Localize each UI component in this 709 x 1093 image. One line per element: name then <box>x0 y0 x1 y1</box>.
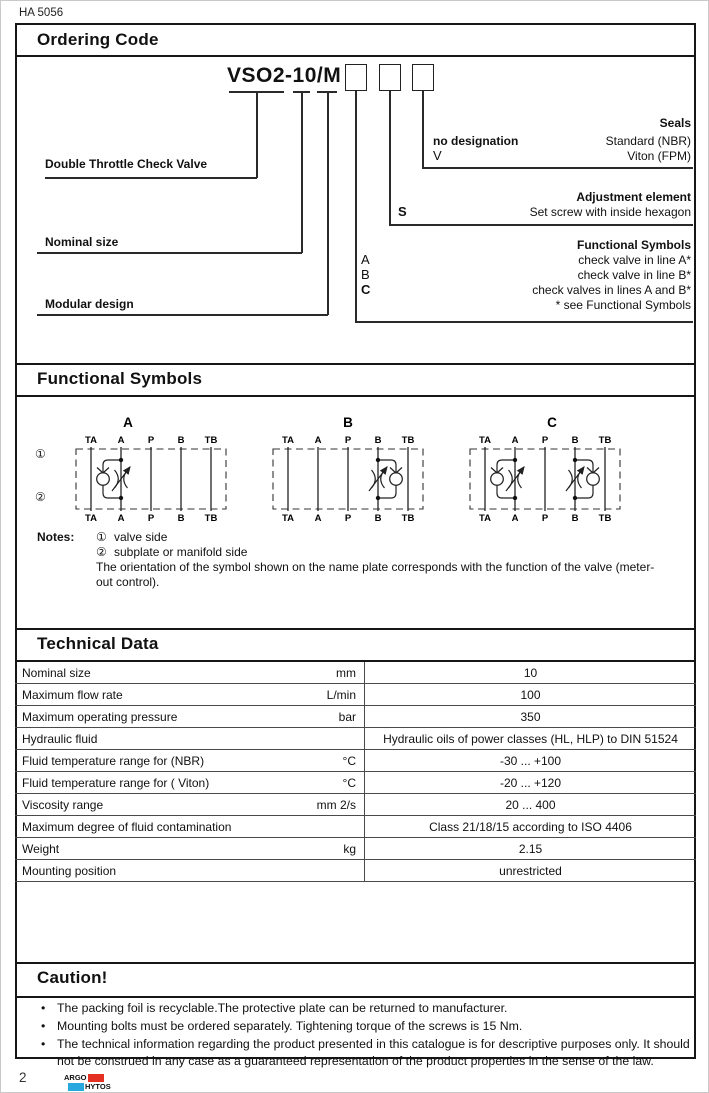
logo-blue-block <box>68 1083 84 1091</box>
connector-line <box>37 314 328 316</box>
order-code-box-1 <box>345 64 367 91</box>
connector-line <box>422 91 424 168</box>
connector-line <box>256 92 258 178</box>
table-row <box>15 706 696 728</box>
port-label: P <box>344 513 352 524</box>
caution-bullet-list <box>31 1000 705 1071</box>
diagram-label: B <box>343 415 353 430</box>
unit-cell: mm <box>288 661 365 684</box>
connector-line <box>45 177 257 179</box>
unit-cell: °C <box>288 750 365 772</box>
note-text: valve side <box>114 530 168 544</box>
unit-cell: L/min <box>288 684 365 706</box>
table-row <box>15 661 696 684</box>
logo-red-block <box>88 1074 104 1082</box>
diagram-label: A <box>123 415 133 430</box>
unit-cell <box>288 728 365 750</box>
value-cell: 2.15 <box>365 838 697 860</box>
param-cell: Fluid temperature range for (NBR) <box>15 750 288 772</box>
product-name-label: Double Throttle Check Valve <box>45 157 208 171</box>
port-label: TB <box>598 435 612 446</box>
value-cell: 350 <box>365 706 697 728</box>
value-cell: 20 ... 400 <box>365 794 697 816</box>
logo-text-hytos: HYTOS <box>85 1082 111 1091</box>
port-label: TA <box>85 513 97 524</box>
table-row <box>15 860 696 882</box>
port-label: TB <box>401 435 415 446</box>
check-valve-throttle-icon <box>491 458 524 500</box>
port-label: TA <box>282 435 294 446</box>
section-title-technical-data: Technical Data <box>37 634 159 653</box>
port-label: TB <box>401 513 415 524</box>
port-label: A <box>117 513 125 524</box>
check-valve-throttle-icon <box>369 458 402 500</box>
port-label: A <box>314 435 322 446</box>
port-label: P <box>541 435 549 446</box>
param-cell: Mounting position <box>15 860 288 882</box>
valve-diagram-c <box>460 413 635 525</box>
port-label: B <box>177 435 185 446</box>
separator-line <box>15 628 696 630</box>
port-label: TB <box>598 513 612 524</box>
param-cell: Viscosity range <box>15 794 288 816</box>
param-cell: Maximum degree of fluid contamination <box>15 816 288 838</box>
value-cell: 10 <box>365 661 697 684</box>
value-cell: unrestricted <box>365 860 697 882</box>
order-code-box-2 <box>379 64 401 91</box>
valve-diagram-a <box>66 413 241 525</box>
param-cell: Maximum flow rate <box>15 684 288 706</box>
functional-value-b: check valve in line B* <box>577 268 691 282</box>
seals-code-v: V <box>433 148 442 163</box>
unit-cell <box>288 860 365 882</box>
value-cell: -20 ... +120 <box>365 772 697 794</box>
separator-line <box>15 962 696 964</box>
functional-code-b: B <box>361 267 370 282</box>
model-code: VSO2-10/M <box>227 64 342 87</box>
port-label: TB <box>204 435 218 446</box>
table-row <box>15 684 696 706</box>
order-code-box-3 <box>412 64 434 91</box>
connector-line <box>389 91 391 225</box>
logo-row-hytos <box>68 1083 111 1091</box>
section-title-ordering-code: Ordering Code <box>37 30 159 49</box>
value-cell: Class 21/18/15 according to ISO 4406 <box>365 816 697 838</box>
port-label: P <box>541 513 549 524</box>
table-row <box>15 816 696 838</box>
port-label: TA <box>282 513 294 524</box>
port-label: TA <box>479 513 491 524</box>
adjustment-code-s: S <box>398 204 407 219</box>
separator-line <box>15 996 696 998</box>
seals-value-standard: Standard (NBR) <box>605 134 691 148</box>
check-valve-throttle-icon <box>566 458 599 500</box>
document-code: HA 5056 <box>19 7 64 19</box>
param-cell: Fluid temperature range for ( Viton) <box>15 772 288 794</box>
adjustment-value: Set screw with inside hexagon <box>529 205 691 219</box>
connector-line <box>37 252 302 254</box>
unit-cell: °C <box>288 772 365 794</box>
note-marker: ① <box>96 530 107 544</box>
technical-data-table <box>15 660 696 882</box>
port-label: TB <box>204 513 218 524</box>
seals-value-viton: Viton (FPM) <box>627 149 691 163</box>
caution-bullet: • Mounting bolts must be ordered separately. Tightening torque of the screws is 15 Nm. <box>57 1018 705 1035</box>
functional-code-a: A <box>361 252 370 267</box>
table-row <box>15 772 696 794</box>
connector-line <box>355 91 357 322</box>
port-label: B <box>374 513 382 524</box>
modular-design-label: Modular design <box>45 297 134 311</box>
caution-bullet: • The technical information regarding the product presented in this catalogue is for descriptive purposes only. It should not be construed in any case as a guaranteed representation of the product properties in the sense of the law. <box>57 1036 705 1069</box>
table-row <box>15 728 696 750</box>
nominal-size-label: Nominal size <box>45 235 119 249</box>
port-label: A <box>314 513 322 524</box>
notes-label: Notes: <box>37 530 75 544</box>
marker-subplate-side: ② <box>35 490 46 504</box>
connector-line <box>355 321 693 323</box>
unit-cell: kg <box>288 838 365 860</box>
value-cell: Hydraulic oils of power classes (HL, HLP) to DIN 51524 <box>365 728 697 750</box>
argo-hytos-logo <box>64 1074 111 1091</box>
value-cell: 100 <box>365 684 697 706</box>
seals-heading: Seals <box>659 116 691 130</box>
caution-bullet: • The packing foil is recyclable.The protective plate can be returned to manufacturer. <box>57 1000 705 1017</box>
functional-value-a: check valve in line A* <box>578 253 691 267</box>
section-title-caution: Caution! <box>37 968 108 987</box>
table-row <box>15 794 696 816</box>
note-paragraph: The orientation of the symbol shown on the name plate corresponds with the function of the valve (meter-out control). <box>96 560 655 589</box>
connector-line <box>327 92 329 315</box>
diagram-label: C <box>547 415 557 430</box>
port-label: B <box>571 435 579 446</box>
separator-line <box>15 395 696 397</box>
functional-footnote: * see Functional Symbols <box>555 298 691 312</box>
port-label: B <box>374 435 382 446</box>
unit-cell <box>288 816 365 838</box>
valve-diagram-b <box>263 413 438 525</box>
separator-line <box>15 363 696 365</box>
note-text: subplate or manifold side <box>114 545 248 559</box>
adjustment-heading: Adjustment element <box>576 190 691 204</box>
port-label: P <box>147 435 155 446</box>
port-label: TA <box>479 435 491 446</box>
functional-code-c: C <box>361 282 371 297</box>
seals-code-none: no designation <box>433 134 519 148</box>
connector-line <box>301 92 303 253</box>
port-label: A <box>117 435 125 446</box>
section-title-functional-symbols: Functional Symbols <box>37 369 203 388</box>
unit-cell: mm 2/s <box>288 794 365 816</box>
table-row <box>15 838 696 860</box>
value-cell: -30 ... +100 <box>365 750 697 772</box>
connector-line <box>422 167 693 169</box>
port-label: P <box>344 435 352 446</box>
note-marker: ② <box>96 545 107 559</box>
port-label: B <box>571 513 579 524</box>
functional-heading: Functional Symbols <box>576 238 691 252</box>
param-cell: Nominal size <box>15 661 288 684</box>
marker-valve-side: ① <box>35 447 46 461</box>
port-label: A <box>511 435 519 446</box>
port-label: P <box>147 513 155 524</box>
port-label: TA <box>85 435 97 446</box>
logo-text-argo: ARGO <box>64 1073 87 1082</box>
param-cell: Hydraulic fluid <box>15 728 288 750</box>
param-cell: Weight <box>15 838 288 860</box>
logo-row-argo <box>64 1074 111 1082</box>
port-label: B <box>177 513 185 524</box>
port-label: A <box>511 513 519 524</box>
param-cell: Maximum operating pressure <box>15 706 288 728</box>
check-valve-throttle-icon <box>97 458 130 500</box>
table-row <box>15 750 696 772</box>
functional-value-c: check valves in lines A and B* <box>532 283 691 297</box>
unit-cell: bar <box>288 706 365 728</box>
page-number: 2 <box>19 1070 27 1085</box>
connector-line <box>389 224 693 226</box>
separator-line <box>15 55 696 57</box>
